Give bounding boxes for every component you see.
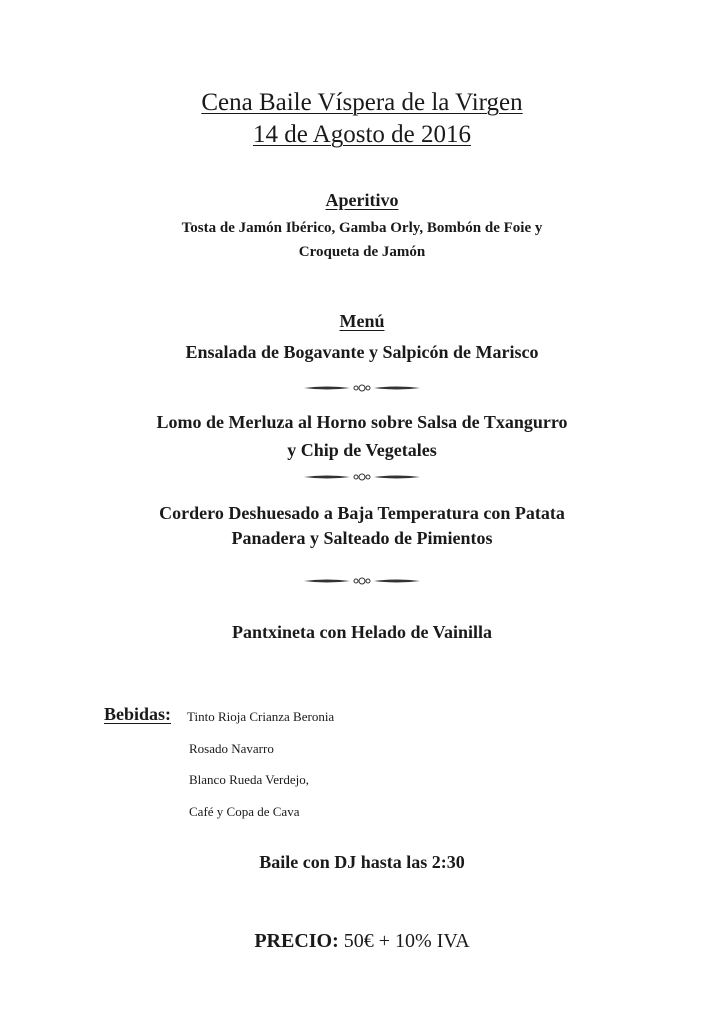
dish-2-line-2: y Chip de Vegetales: [287, 440, 437, 460]
drink-item-2: Rosado Navarro: [189, 741, 274, 756]
aperitivo-heading: Aperitivo: [325, 190, 399, 210]
aperitivo-line-1: Tosta de Jamón Ibérico, Gamba Orly, Bombón de Foie y: [181, 220, 543, 236]
menu-heading: Menú: [339, 311, 385, 331]
dessert: Pantxineta con Helado de Vainilla: [231, 622, 493, 642]
price-line: [0, 928, 724, 954]
aperitivo-line-2: Croqueta de Jamón: [298, 244, 426, 260]
price-value: 50€ + 10% IVA: [343, 930, 470, 952]
dish-3-line-1: Cordero Deshuesado a Baja Temperatura con Patata: [159, 503, 565, 523]
bebidas-label: Bebidas:: [104, 704, 172, 724]
event-title: Cena Baile Víspera de la Virgen: [201, 89, 523, 116]
ornament-divider-2: [302, 471, 422, 483]
drink-item-1: Tinto Rioja Crianza Beronia: [187, 709, 335, 724]
event-date: 14 de Agosto de 2016: [252, 121, 472, 148]
dish-3-line-2: Panadera y Salteado de Pimientos: [231, 528, 493, 548]
price-label: PRECIO:: [254, 930, 339, 952]
ornament-divider-1: [302, 382, 422, 394]
drink-item-3: Blanco Rueda Verdejo,: [189, 772, 309, 787]
dish-2-line-1: Lomo de Merluza al Horno sobre Salsa de Txangurro: [156, 412, 568, 432]
baile-line: Baile con DJ hasta las 2:30: [259, 852, 465, 872]
drink-item-4: Café y Copa de Cava: [189, 804, 300, 819]
dish-1: Ensalada de Bogavante y Salpicón de Marisco: [185, 342, 539, 362]
ornament-divider-3: [302, 575, 422, 587]
